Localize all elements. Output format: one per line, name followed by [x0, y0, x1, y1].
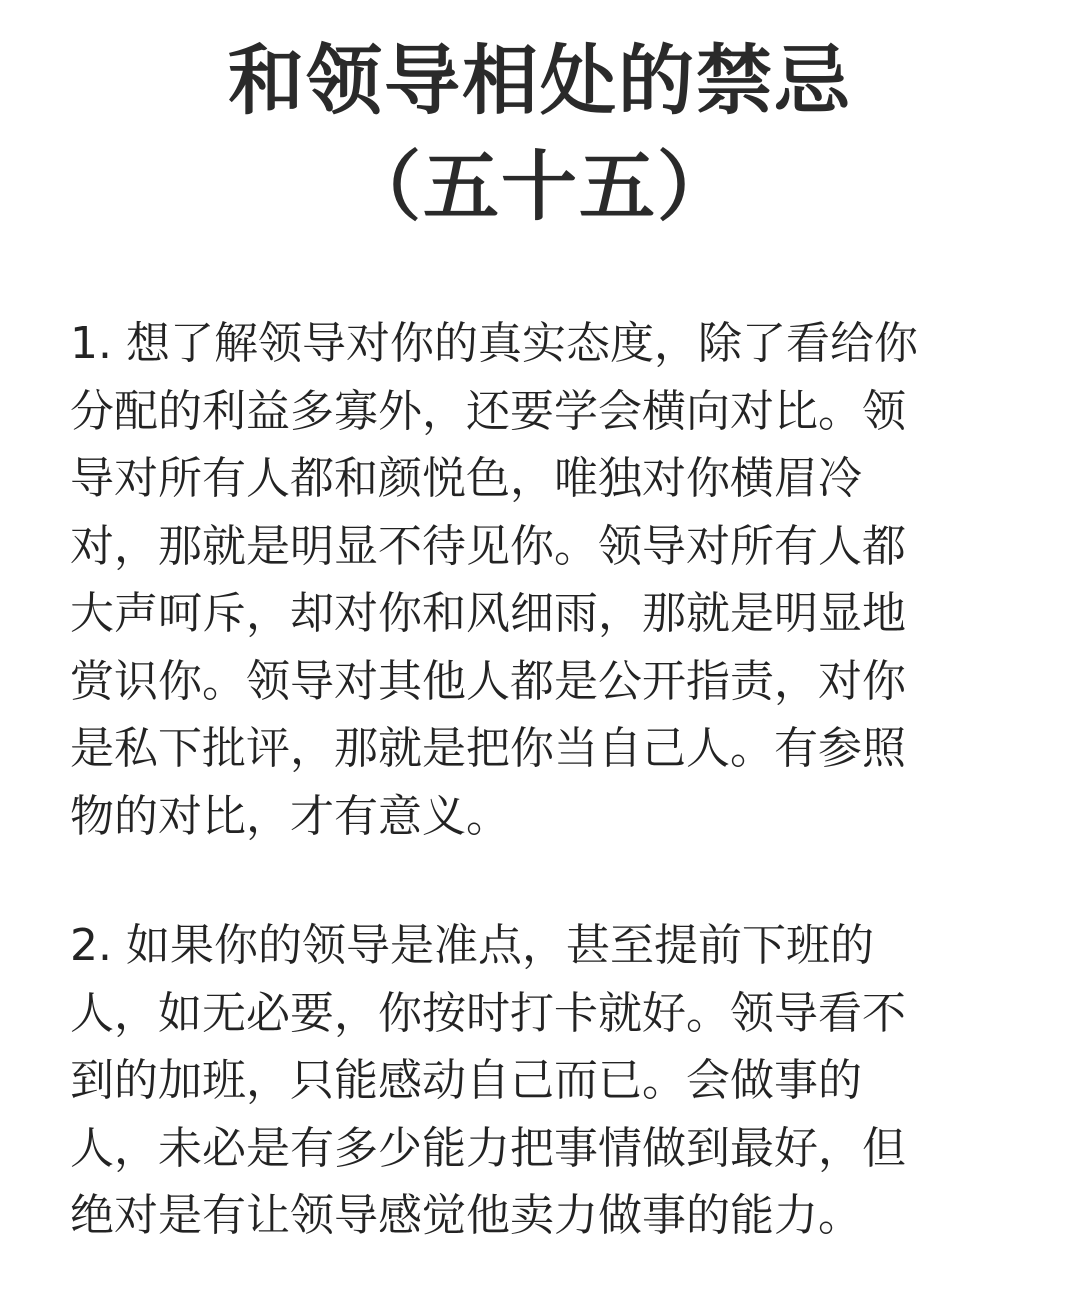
paragraph-line: 绝对是有让领导感觉他卖力做事的能力。 — [70, 1190, 862, 1241]
paragraph-line: 分配的利益多寡外，还要学会横向对比。领 — [70, 385, 906, 437]
paragraph-line: 赏识你。领导对其他人都是公开指责，对你 — [70, 655, 906, 707]
paragraph-line: 人，如无必要，你按时打卡就好。领导看不 — [70, 987, 906, 1039]
title-line-2: （五十五） — [345, 142, 735, 231]
paragraph-line: 物的对比，才有意义。 — [70, 790, 510, 842]
page-title — [0, 28, 1080, 240]
paragraph-line: 1. 想了解领导对你的真实态度，除了看给你 — [70, 318, 918, 369]
paragraph-1 — [70, 310, 1000, 850]
paragraph-2 — [70, 912, 1000, 1250]
title-line-1: 和领导相处的禁忌 — [228, 36, 852, 125]
paragraph-line: 人，未必是有多少能力把事情做到最好，但 — [70, 1122, 906, 1174]
paragraph-line: 导对所有人都和颜悦色，唯独对你横眉冷 — [70, 453, 862, 504]
paragraph-line: 到的加班，只能感动自己而已。会做事的 — [70, 1055, 862, 1106]
paragraph-line: 对，那就是明显不待见你。领导对所有人都 — [70, 520, 906, 572]
paragraph-line: 2. 如果你的领导是准点，甚至提前下班的 — [70, 920, 874, 971]
paragraph-line: 大声呵斥，却对你和风细雨，那就是明显地 — [70, 588, 906, 639]
paragraph-line: 是私下批评，那就是把你当自己人。有参照 — [70, 723, 906, 774]
